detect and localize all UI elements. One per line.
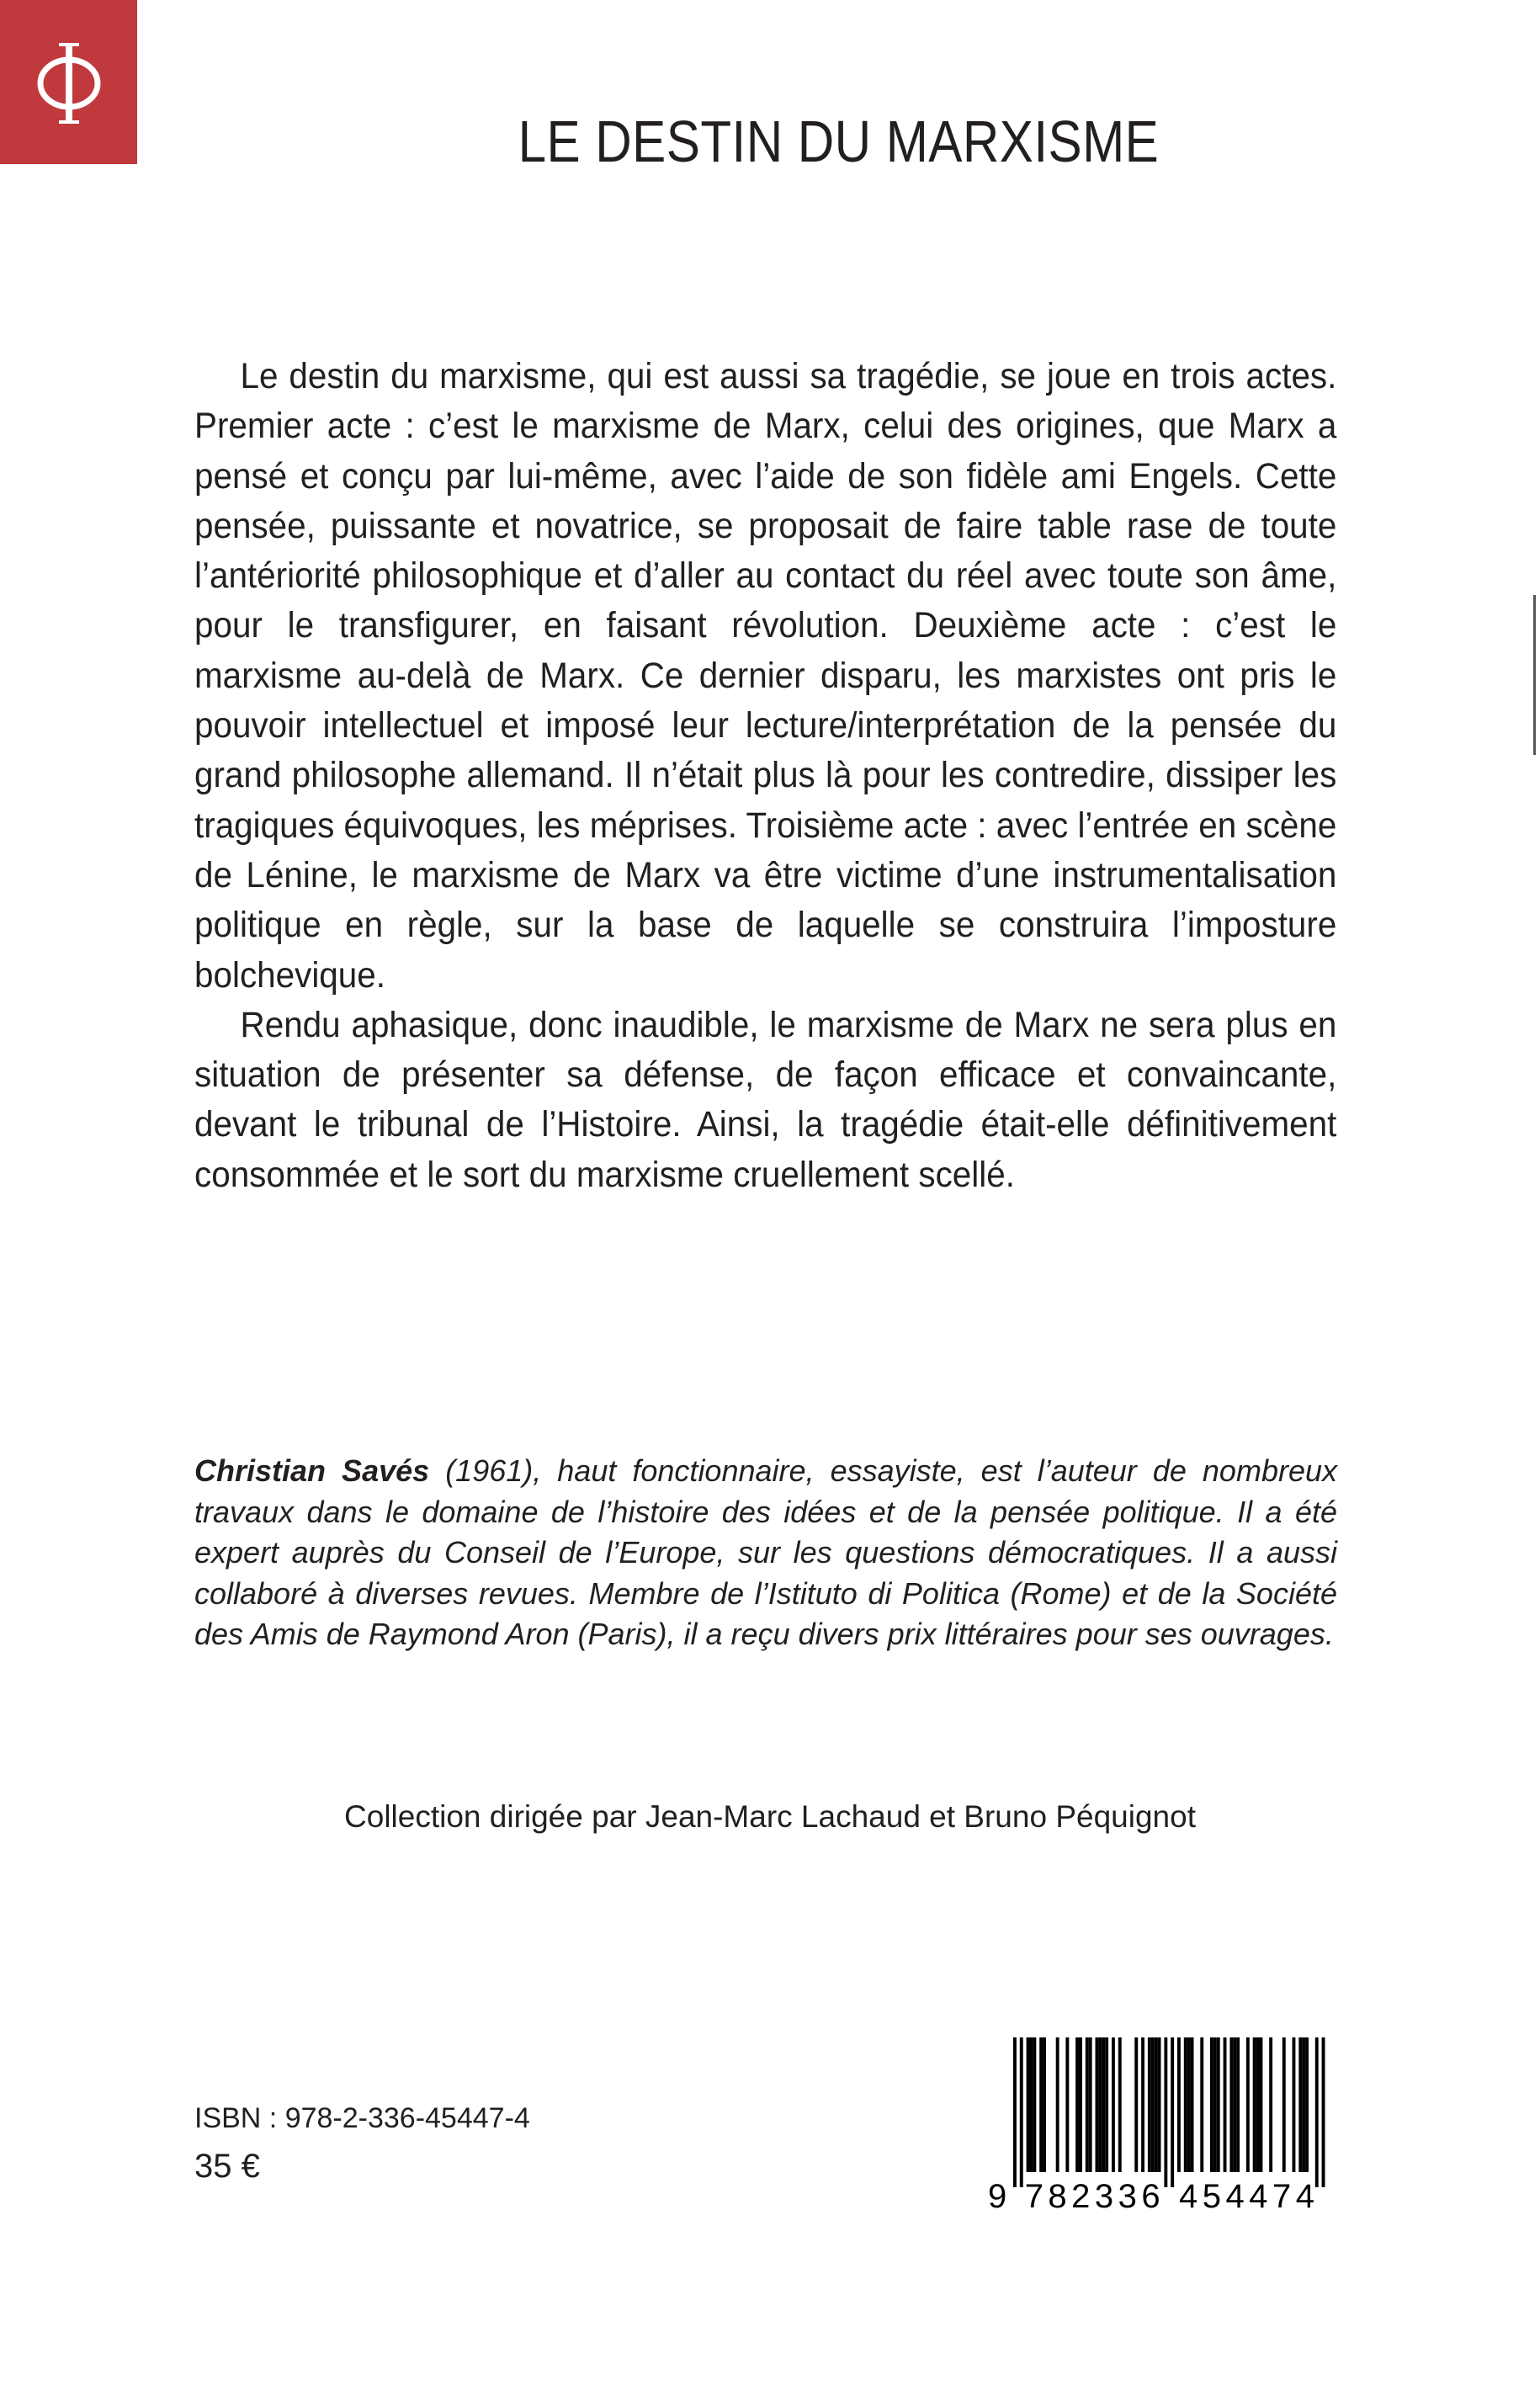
barcode-bar: [1210, 2037, 1213, 2172]
summary-paragraph: Rendu aphasique, donc inaudible, le marxisme de Marx ne sera plus en situation de présenter sa défense, de façon efficace et convaincante, devant le tribunal de l’Histoire. Ainsi, la tragédie était-elle définitivement consommée et le sort du marxisme cruellement scellé.: [194, 1004, 1337, 1195]
barcode-bar: [1217, 2037, 1220, 2172]
summary-paragraph: Le destin du marxisme, qui est aussi sa tragédie, se joue en trois actes. Premier acte : c’est le marxisme de Marx, celui des origines, que Marx a pensé et conçu par lui-même, avec l’aide de son fidèle ami Engels. Cette pensée, puissante et novatrice, se proposait de faire table rase de toute l’antériorité philosophique et d’aller au contact du réel avec toute son âme, pour le transfigurer, en faisant révolution. Deuxième acte : c’est le marxisme au-delà de Marx. Ce dernier disparu, les marxistes ont pris le pouvoir intellectuel et imposé leur lecture/interprétation de la pensée du grand philosophe allemand. Il n’était plus là pour les contredire, dissiper les tragiques équivoques, les méprises. Troisième acte : avec l’entrée en scène de Lénine, le marxisme de Marx va être victime d’une instrumentalisation politique en règle, sur la base de laquelle se construira l’imposture bolchevique.: [194, 356, 1337, 996]
phi-logo-icon: [19, 28, 119, 137]
book-title: LE DESTIN DU MARXISME: [518, 109, 1160, 174]
isbn: ISBN : 978-2-336-45447-4: [194, 2102, 530, 2134]
barcode-bar: [1086, 2037, 1089, 2172]
barcode-bar: [1233, 2037, 1236, 2172]
barcode-bar: [1096, 2037, 1099, 2172]
barcode-bar: [1158, 2037, 1161, 2172]
barcode-bar: [1141, 2037, 1144, 2172]
author-bio-text: (1961), haut fonctionnaire, essayiste, est l’auteur de nombreux travaux dans le domaine de l’histoire des idées et de la pensée politique. Il a été expert auprès du Conseil de l’Europe, sur les questions démocratiques. Il a aussi collaboré à diverses revues. Membre de l’Istituto di Politica (Rome) et de la Société des Amis de Raymond Aron (Paris), il a reçu divers prix littéraires pour ses ouvrages.: [194, 1453, 1337, 1651]
barcode-bar: [1184, 2037, 1187, 2172]
barcode-bar: [1171, 2037, 1174, 2187]
barcode-bar: [1027, 2037, 1030, 2172]
barcode-bar: [1305, 2037, 1309, 2172]
barcode-bar: [1315, 2037, 1319, 2187]
barcode-bar: [1229, 2037, 1233, 2172]
barcode-bar: [1033, 2037, 1036, 2172]
barcode-digits: 454474: [1179, 2178, 1320, 2215]
barcode-bar: [1065, 2037, 1069, 2172]
barcode-bar: [1151, 2037, 1155, 2172]
barcode-bar: [1043, 2037, 1046, 2172]
collection-credit: Collection dirigée par Jean-Marc Lachaud et Bruno Péquignot: [344, 1799, 1196, 1834]
back-cover-summary: [194, 352, 1336, 1200]
barcode-bar: [1253, 2037, 1256, 2172]
barcode-bar: [1298, 2037, 1302, 2172]
barcode-bar: [1075, 2037, 1079, 2172]
barcode-bar: [1013, 2037, 1017, 2187]
barcode-digits: 9: [988, 2178, 1012, 2215]
barcode-bar: [1102, 2037, 1105, 2172]
barcode-bar: [1020, 2037, 1023, 2187]
barcode-digits: 782336: [1024, 2178, 1166, 2215]
barcode-bar: [1148, 2037, 1151, 2172]
barcode-bar: [1164, 2037, 1167, 2187]
barcode-bar: [1177, 2037, 1181, 2172]
barcode-bar: [1155, 2037, 1158, 2172]
barcode-bar: [1269, 2037, 1272, 2172]
barcode-bar: [1213, 2037, 1217, 2172]
barcode-bar: [1302, 2037, 1305, 2172]
barcode-bar: [1293, 2037, 1296, 2172]
barcode-bar: [1079, 2037, 1082, 2172]
author-name: Christian Savés: [194, 1453, 430, 1488]
spine-edge: [1533, 595, 1536, 755]
barcode-bar: [1224, 2037, 1227, 2172]
barcode: [985, 2032, 1336, 2218]
barcode-bar: [1134, 2037, 1138, 2172]
barcode-bar: [1236, 2037, 1240, 2172]
barcode-bar: [1191, 2037, 1194, 2172]
barcode-bar: [1089, 2037, 1092, 2172]
barcode-bar: [1105, 2037, 1108, 2172]
barcode-bar: [1200, 2037, 1203, 2172]
barcode-bar: [1118, 2037, 1122, 2172]
barcode-bar: [1056, 2037, 1059, 2172]
barcode-bar: [1030, 2037, 1033, 2172]
barcode-bar: [1246, 2037, 1250, 2172]
barcode-bar: [1260, 2037, 1263, 2172]
barcode-bar: [1282, 2037, 1286, 2172]
barcode-bar: [1112, 2037, 1115, 2172]
barcode-bar: [1039, 2037, 1043, 2172]
barcode-bar: [1322, 2037, 1325, 2187]
barcode-bar: [1098, 2037, 1102, 2172]
barcode-bar: [1256, 2037, 1260, 2172]
barcode-bar: [1187, 2037, 1191, 2172]
author-bio: [194, 1451, 1337, 1655]
barcode-bars: [985, 2032, 1336, 2218]
price: 35 €: [194, 2148, 260, 2185]
